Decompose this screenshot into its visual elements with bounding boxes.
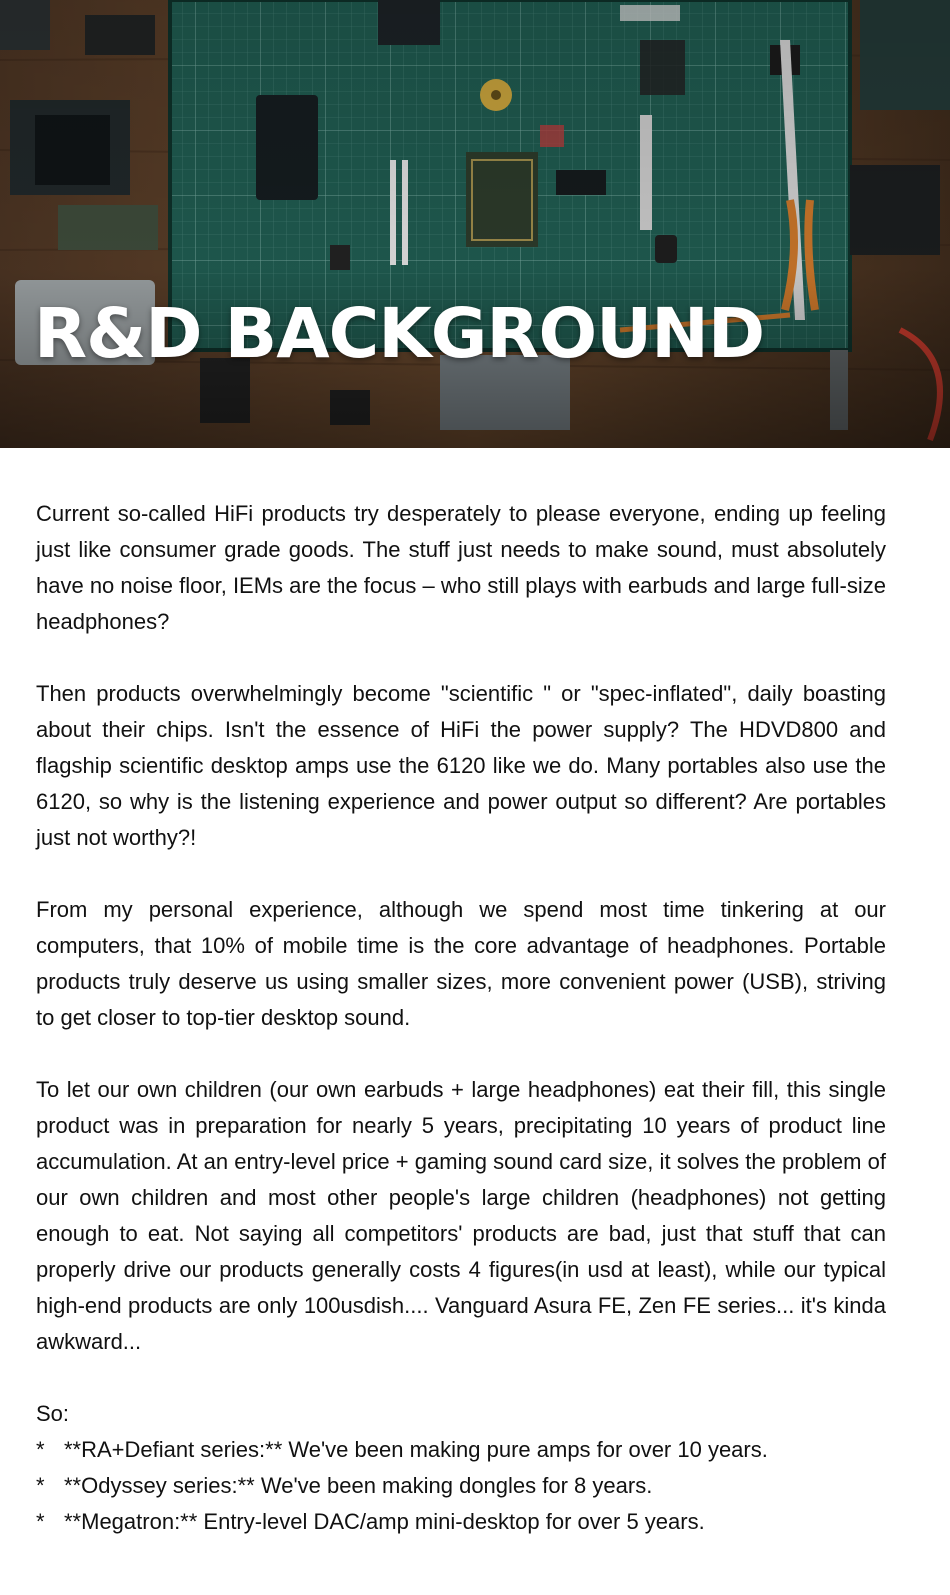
paragraph: Then products overwhelmingly become "scientific " or "spec-inflated", daily boasting about their chips. Isn't the essence of HiFi the power supply? The HDVD800 and flagship scientific desktop amps use the 6120 like we do. Many portables also use the 6120, so why is the listening experience and power output so different? Are portables just not worthy?!	[36, 681, 886, 850]
list-item-text: **Odyssey series:** We've been making dongles for 8 years.	[64, 1473, 653, 1498]
bullet-marker: *	[36, 1473, 45, 1498]
bullet-marker: *	[36, 1437, 45, 1462]
article-body	[36, 496, 886, 1540]
workbench-image	[0, 0, 950, 448]
list-item-text: **RA+Defiant series:** We've been making pure amps for over 10 years.	[64, 1437, 768, 1462]
so-label: So:	[36, 1401, 70, 1426]
page-title: R&D BACKGROUND	[34, 294, 765, 374]
bullet-marker: *	[36, 1509, 45, 1534]
list-item	[36, 1432, 886, 1468]
paragraph: Current so-called HiFi products try desperately to please everyone, ending up feeling just like consumer grade goods. The stuff just needs to make sound, must absolutely have no noise floor, IEMs are the focus – who still plays with earbuds and large full-size headphones?	[36, 501, 886, 634]
bullet-list	[36, 1432, 886, 1540]
hero-banner	[0, 0, 950, 448]
list-item	[36, 1504, 886, 1540]
paragraph: From my personal experience, although we spend most time tinkering at our computers, that 10% of mobile time is the core advantage of headphones. Portable products truly deserve us using smaller sizes, more convenient power (USB), striving to get closer to top-tier desktop sound.	[36, 897, 886, 1030]
list-item	[36, 1468, 886, 1504]
paragraph: To let our own children (our own earbuds + large headphones) eat their fill, this single product was in preparation for nearly 5 years, precipitating 10 years of product line accumulation. At an entry-level price + gaming sound card size, it solves the problem of our own children and most other people's large children (headphones) not getting enough to eat. Not saying all competitors' products are bad, just that stuff that can properly drive our products generally costs 4 figures(in usd at least), while our typical high-end products are only 100usdish.... Vanguard Asura FE, Zen FE series... it's kinda awkward...	[36, 1077, 886, 1354]
list-item-text: **Megatron:** Entry-level DAC/amp mini-desktop for over 5 years.	[64, 1509, 705, 1534]
